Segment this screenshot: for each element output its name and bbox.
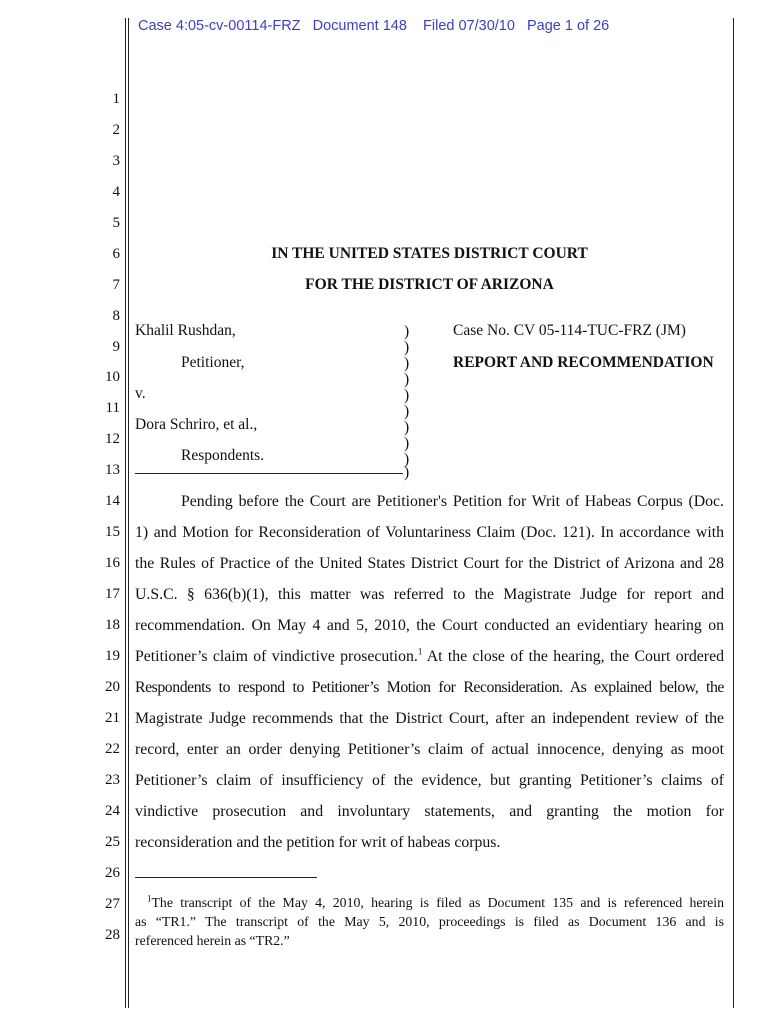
caption-paren: ) [404, 435, 410, 452]
left-margin-rule [128, 18, 129, 1008]
line-number: 21 [105, 710, 120, 726]
line-number: 16 [105, 555, 120, 571]
line-number: 19 [105, 648, 120, 664]
caption-paren: ) [404, 403, 410, 420]
body-line-23: Petitioner’s claim of insufficiency of the evidence, but granting Petitioner’s claims of [135, 772, 724, 789]
body-line-14: Pending before the Court are Petitioner's Petition for Writ of Habeas Corpus (Doc. [181, 493, 724, 510]
caption-rule [135, 473, 403, 474]
footnote-marker: 1 [147, 893, 152, 904]
body-line-24: vindictive prosecution and involuntary statements, and granting the motion for [135, 803, 724, 820]
respondent-role: Respondents. [181, 447, 265, 464]
body-line-18: recommendation. On May 4 and 5, 2010, the Court conducted an evidentiary hearing on [135, 617, 724, 634]
caption-paren: ) [404, 323, 410, 340]
body-line-22: record, enter an order denying Petitioner’s claim of actual innocence, denying as moot [135, 741, 724, 758]
caption-paren: ) [404, 419, 410, 436]
body-line-15: 1) and Motion for Reconsideration of Voluntariness Claim (Doc. 121). In accordance with [135, 524, 724, 541]
petitioner-role: Petitioner, [181, 354, 245, 371]
line-number: 22 [105, 741, 120, 757]
court-name-line2: FOR THE DISTRICT OF ARIZONA [305, 276, 554, 293]
line-number: 20 [105, 679, 120, 695]
footnote-line-1-text: The transcript of the May 4, 2010, hearing is filed as Document 135 and is referenced herein [151, 895, 724, 910]
body-line-19 [135, 648, 724, 666]
caption-paren: ) [404, 451, 410, 468]
petitioner-name: Khalil Rushdan, [135, 322, 236, 339]
line-number: 6 [112, 246, 120, 262]
line-number: 26 [105, 865, 120, 881]
versus-label: v. [135, 385, 146, 402]
line-number: 15 [105, 524, 120, 540]
caption-paren: ) [404, 464, 410, 481]
line-number: 27 [105, 896, 120, 912]
line-number: 9 [112, 339, 120, 355]
body-line-21: Magistrate Judge recommends that the District Court, after an independent review of the [135, 710, 724, 727]
respondent-name: Dora Schriro, et al., [135, 416, 258, 433]
line-number: 18 [105, 617, 120, 633]
footnote-separator [135, 877, 317, 878]
body-line-19-end: At the close of the hearing, the Court ordered [422, 648, 724, 665]
line-number: 13 [105, 462, 120, 478]
line-number: 1 [112, 91, 120, 107]
line-number: 25 [105, 834, 120, 850]
line-number: 3 [112, 153, 120, 169]
body-line-20: Respondents to respond to Petitioner’s Motion for Reconsideration. As explained below, the [135, 679, 724, 696]
right-margin-rule [733, 18, 734, 1008]
line-number: 5 [112, 215, 120, 231]
footnote-line-2: as “TR1.” The transcript of the May 5, 2010, proceedings is filed as Document 136 and is [135, 914, 724, 929]
line-number: 24 [105, 803, 120, 819]
left-margin-rule [125, 18, 126, 1008]
body-line-19-start: Petitioner’s claim of vindictive prosecution. [135, 648, 418, 665]
case-number: Case No. CV 05-114-TUC-FRZ (JM) [453, 322, 686, 339]
body-line-16: the Rules of Practice of the United States District Court for the District of Arizona and 28 [135, 555, 724, 572]
footnote-reference: 1 [417, 646, 423, 657]
line-number: 11 [105, 400, 120, 416]
document-title: REPORT AND RECOMMENDATION [453, 354, 714, 371]
caption-paren: ) [404, 339, 410, 356]
footnote-line-1 [147, 895, 724, 911]
line-number: 28 [105, 927, 120, 943]
caption-paren: ) [404, 371, 410, 388]
line-number: 12 [105, 431, 120, 447]
line-number: 8 [112, 308, 120, 324]
line-number: 10 [105, 369, 120, 385]
body-line-17: U.S.C. § 636(b)(1), this matter was referred to the Magistrate Judge for report and [135, 586, 724, 603]
line-number: 4 [112, 184, 120, 200]
court-name-line1: IN THE UNITED STATES DISTRICT COURT [271, 245, 588, 262]
body-line-25: reconsideration and the petition for writ of habeas corpus. [135, 834, 501, 851]
line-number: 7 [112, 277, 120, 293]
line-number: 17 [105, 586, 120, 602]
caption-paren: ) [404, 355, 410, 372]
line-number: 23 [105, 772, 120, 788]
footnote-line-3: referenced herein as “TR2.” [135, 933, 290, 948]
caption-paren: ) [404, 387, 410, 404]
line-number: 14 [105, 493, 120, 509]
ecf-header-stamp: Case 4:05-cv-00114-FRZ Document 148 Filed 07/30/10 Page 1 of 26 [138, 18, 610, 34]
line-number: 2 [112, 122, 120, 138]
